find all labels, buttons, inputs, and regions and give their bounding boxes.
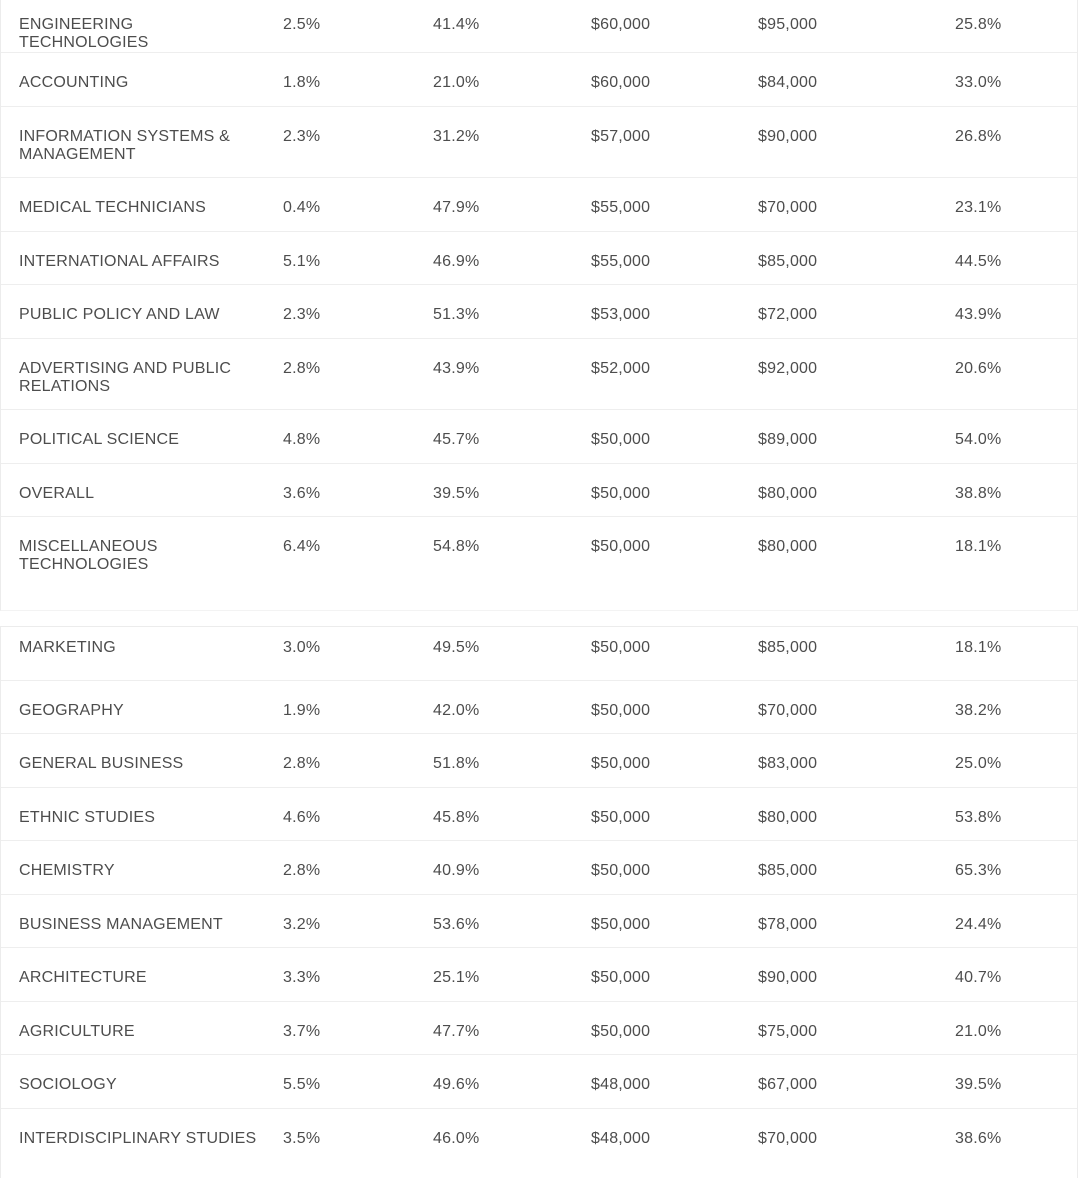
table-row bbox=[1, 734, 1077, 788]
major-name-cell: POLITICAL SCIENCE bbox=[19, 431, 180, 448]
stat-cell-2: 43.9% bbox=[433, 360, 480, 377]
table-row bbox=[1, 339, 1077, 410]
stat-cell-5: 40.7% bbox=[955, 969, 1002, 986]
stat-cell-2: 41.4% bbox=[433, 16, 480, 33]
stat-cell-2: 39.5% bbox=[433, 485, 480, 502]
table-row bbox=[1, 1109, 1077, 1178]
salary-cell-early: $57,000 bbox=[591, 128, 651, 145]
stat-cell-1: 2.3% bbox=[283, 128, 321, 145]
stat-cell-5: 38.6% bbox=[955, 1130, 1002, 1147]
table-row bbox=[1, 107, 1077, 178]
stat-cell-1: 2.3% bbox=[283, 306, 321, 323]
major-name-cell: AGRICULTURE bbox=[19, 1023, 135, 1040]
table-row bbox=[1, 410, 1077, 464]
stat-cell-5: 33.0% bbox=[955, 74, 1002, 91]
major-name-cell: MEDICAL TECHNICIANS bbox=[19, 199, 206, 216]
salary-cell-mid: $85,000 bbox=[758, 253, 818, 270]
stat-cell-2: 49.5% bbox=[433, 639, 480, 656]
stat-cell-1: 3.2% bbox=[283, 916, 321, 933]
stat-cell-1: 1.9% bbox=[283, 702, 321, 719]
stat-cell-5: 39.5% bbox=[955, 1076, 1002, 1093]
salary-cell-mid: $85,000 bbox=[758, 862, 818, 879]
stat-cell-5: 18.1% bbox=[955, 538, 1002, 555]
salary-cell-early: $55,000 bbox=[591, 199, 651, 216]
table-row bbox=[1, 895, 1077, 948]
stat-cell-1: 3.3% bbox=[283, 969, 321, 986]
major-name-cell: GEOGRAPHY bbox=[19, 702, 124, 719]
table-row bbox=[1, 53, 1077, 107]
salary-cell-mid: $80,000 bbox=[758, 538, 818, 555]
stat-cell-2: 21.0% bbox=[433, 74, 480, 91]
salary-cell-mid: $90,000 bbox=[758, 969, 818, 986]
salary-cell-early: $50,000 bbox=[591, 639, 651, 656]
stat-cell-2: 45.8% bbox=[433, 809, 480, 826]
salary-cell-mid: $75,000 bbox=[758, 1023, 818, 1040]
salary-cell-mid: $67,000 bbox=[758, 1076, 818, 1093]
major-name-cell: ETHNIC STUDIES bbox=[19, 809, 156, 826]
salary-cell-mid: $70,000 bbox=[758, 199, 818, 216]
stat-cell-1: 2.8% bbox=[283, 755, 321, 772]
table-row bbox=[1, 1002, 1077, 1055]
salary-cell-early: $50,000 bbox=[591, 485, 651, 502]
stat-cell-1: 3.0% bbox=[283, 639, 321, 656]
table-row bbox=[1, 285, 1077, 339]
stat-cell-2: 47.7% bbox=[433, 1023, 480, 1040]
salary-cell-early: $50,000 bbox=[591, 862, 651, 879]
stat-cell-5: 54.0% bbox=[955, 431, 1002, 448]
stat-cell-1: 0.4% bbox=[283, 199, 321, 216]
stat-cell-5: 23.1% bbox=[955, 199, 1002, 216]
salary-cell-early: $48,000 bbox=[591, 1130, 651, 1147]
stat-cell-2: 25.1% bbox=[433, 969, 480, 986]
salary-cell-mid: $80,000 bbox=[758, 485, 818, 502]
salary-cell-mid: $90,000 bbox=[758, 128, 818, 145]
salary-cell-mid: $78,000 bbox=[758, 916, 818, 933]
salary-cell-early: $53,000 bbox=[591, 306, 651, 323]
major-name-cell: ENGINEERING TECHNOLOGIES bbox=[19, 16, 149, 51]
stat-cell-1: 6.4% bbox=[283, 538, 321, 555]
table-row bbox=[1, 1055, 1077, 1109]
table-row bbox=[1, 232, 1077, 285]
salary-cell-early: $52,000 bbox=[591, 360, 651, 377]
stat-cell-5: 21.0% bbox=[955, 1023, 1002, 1040]
table-row bbox=[1, 464, 1077, 517]
stat-cell-5: 20.6% bbox=[955, 360, 1002, 377]
major-name-cell: INFORMATION SYSTEMS & MANAGEMENT bbox=[19, 128, 231, 163]
table-row bbox=[1, 681, 1077, 734]
major-name-cell: INTERNATIONAL AFFAIRS bbox=[19, 253, 220, 270]
major-name-cell: ARCHITECTURE bbox=[19, 969, 147, 986]
table-row bbox=[1, 948, 1077, 1002]
table-row bbox=[1, 0, 1077, 53]
major-name-cell: SOCIOLOGY bbox=[19, 1076, 117, 1093]
stat-cell-1: 4.6% bbox=[283, 809, 321, 826]
salary-cell-early: $55,000 bbox=[591, 253, 651, 270]
salary-cell-early: $48,000 bbox=[591, 1076, 651, 1093]
table-row bbox=[1, 627, 1077, 681]
salary-cell-early: $50,000 bbox=[591, 755, 651, 772]
stat-cell-1: 5.5% bbox=[283, 1076, 321, 1093]
stat-cell-2: 47.9% bbox=[433, 199, 480, 216]
major-name-cell: MISCELLANEOUS TECHNOLOGIES bbox=[19, 538, 158, 573]
salary-cell-mid: $84,000 bbox=[758, 74, 818, 91]
stat-cell-2: 45.7% bbox=[433, 431, 480, 448]
major-name-cell: INTERDISCIPLINARY STUDIES bbox=[19, 1130, 257, 1147]
salary-cell-mid: $83,000 bbox=[758, 755, 818, 772]
stat-cell-5: 43.9% bbox=[955, 306, 1002, 323]
stat-cell-1: 3.6% bbox=[283, 485, 321, 502]
table-row bbox=[1, 841, 1077, 895]
stat-cell-2: 40.9% bbox=[433, 862, 480, 879]
salary-cell-early: $60,000 bbox=[591, 16, 651, 33]
stat-cell-5: 24.4% bbox=[955, 916, 1002, 933]
major-name-cell: ACCOUNTING bbox=[19, 74, 129, 91]
stat-cell-2: 51.8% bbox=[433, 755, 480, 772]
stat-cell-5: 26.8% bbox=[955, 128, 1002, 145]
stat-cell-2: 46.0% bbox=[433, 1130, 480, 1147]
salary-cell-mid: $89,000 bbox=[758, 431, 818, 448]
stat-cell-5: 38.2% bbox=[955, 702, 1002, 719]
stat-cell-2: 42.0% bbox=[433, 702, 480, 719]
major-name-cell: MARKETING bbox=[19, 639, 116, 656]
stat-cell-5: 25.0% bbox=[955, 755, 1002, 772]
stat-cell-1: 1.8% bbox=[283, 74, 321, 91]
stat-cell-2: 31.2% bbox=[433, 128, 480, 145]
stat-cell-5: 53.8% bbox=[955, 809, 1002, 826]
stat-cell-2: 53.6% bbox=[433, 916, 480, 933]
stat-cell-2: 54.8% bbox=[433, 538, 480, 555]
stat-cell-5: 18.1% bbox=[955, 639, 1002, 656]
majors-table-bottom bbox=[0, 626, 1078, 1178]
stat-cell-5: 65.3% bbox=[955, 862, 1002, 879]
salary-cell-mid: $72,000 bbox=[758, 306, 818, 323]
salary-cell-early: $60,000 bbox=[591, 74, 651, 91]
stat-cell-1: 2.8% bbox=[283, 862, 321, 879]
stat-cell-1: 3.5% bbox=[283, 1130, 321, 1147]
salary-cell-early: $50,000 bbox=[591, 431, 651, 448]
section-gap bbox=[0, 611, 1080, 626]
stat-cell-5: 38.8% bbox=[955, 485, 1002, 502]
major-name-cell: OVERALL bbox=[19, 485, 95, 502]
stat-cell-1: 2.5% bbox=[283, 16, 321, 33]
major-name-cell: ADVERTISING AND PUBLIC RELATIONS bbox=[19, 360, 232, 395]
salary-cell-early: $50,000 bbox=[591, 702, 651, 719]
stat-cell-2: 51.3% bbox=[433, 306, 480, 323]
stat-cell-1: 4.8% bbox=[283, 431, 321, 448]
stat-cell-2: 46.9% bbox=[433, 253, 480, 270]
major-name-cell: CHEMISTRY bbox=[19, 862, 115, 879]
salary-cell-mid: $70,000 bbox=[758, 1130, 818, 1147]
salary-cell-mid: $92,000 bbox=[758, 360, 818, 377]
salary-cell-mid: $70,000 bbox=[758, 702, 818, 719]
salary-cell-early: $50,000 bbox=[591, 1023, 651, 1040]
table-row bbox=[1, 788, 1077, 841]
salary-cell-early: $50,000 bbox=[591, 538, 651, 555]
stat-cell-1: 5.1% bbox=[283, 253, 321, 270]
salary-cell-early: $50,000 bbox=[591, 809, 651, 826]
salary-cell-mid: $85,000 bbox=[758, 639, 818, 656]
major-name-cell: BUSINESS MANAGEMENT bbox=[19, 916, 223, 933]
stat-cell-1: 3.7% bbox=[283, 1023, 321, 1040]
salary-cell-early: $50,000 bbox=[591, 969, 651, 986]
stat-cell-5: 25.8% bbox=[955, 16, 1002, 33]
stat-cell-1: 2.8% bbox=[283, 360, 321, 377]
salary-cell-early: $50,000 bbox=[591, 916, 651, 933]
major-name-cell: GENERAL BUSINESS bbox=[19, 755, 184, 772]
table-row bbox=[1, 178, 1077, 232]
major-name-cell: PUBLIC POLICY AND LAW bbox=[19, 306, 220, 323]
stat-cell-5: 44.5% bbox=[955, 253, 1002, 270]
salary-cell-mid: $95,000 bbox=[758, 16, 818, 33]
stat-cell-2: 49.6% bbox=[433, 1076, 480, 1093]
table-row bbox=[1, 517, 1077, 589]
salary-cell-mid: $80,000 bbox=[758, 809, 818, 826]
